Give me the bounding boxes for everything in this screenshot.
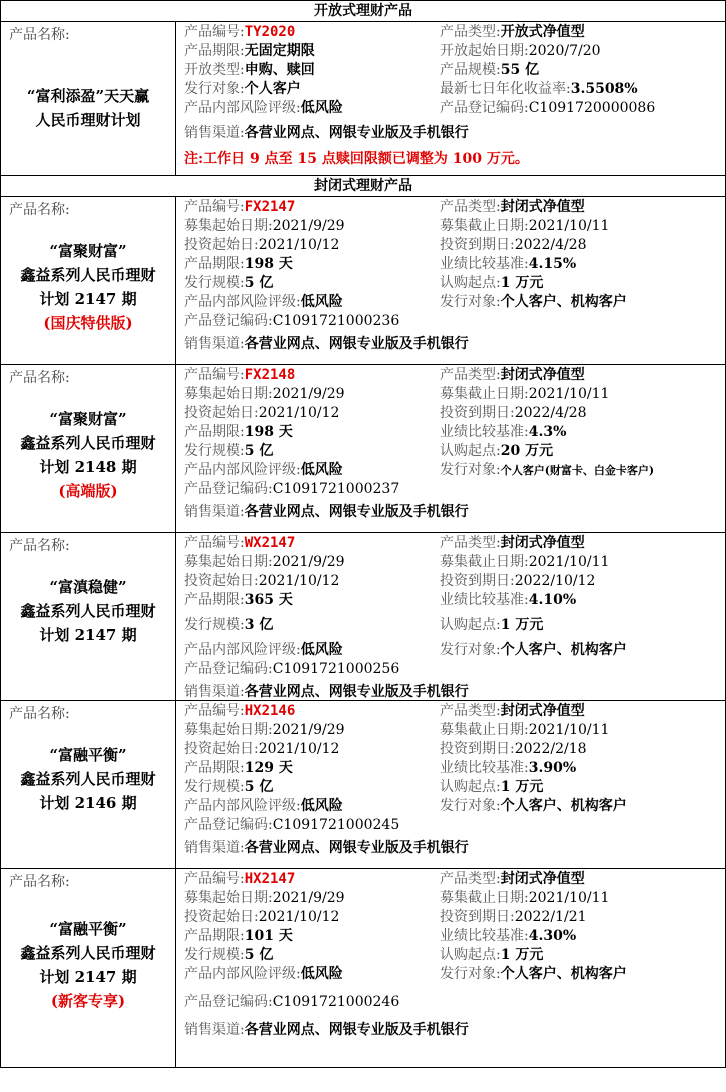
field-label: 产品类型:	[440, 703, 501, 719]
product-name	[1, 575, 175, 647]
field-value: 55 亿	[500, 62, 540, 78]
field-label: 产品登记编码:	[184, 313, 273, 329]
field-label: 认购起点:	[440, 779, 501, 795]
detail-row	[176, 42, 725, 61]
field-label: 发行对象:	[440, 462, 501, 478]
detail-row	[176, 312, 725, 331]
field-value: 2022/4/28	[514, 237, 587, 253]
field-value: 4.3%	[528, 424, 567, 440]
field-value: 开放式净值型	[500, 24, 585, 40]
field-value: C1091721000246	[272, 994, 400, 1010]
product-edition-tag: (高端版)	[58, 482, 118, 500]
field-label: 销售渠道:	[184, 684, 245, 700]
field-label: 募集起始日期:	[184, 890, 273, 906]
field-label: 产品内部风险评级:	[184, 462, 301, 478]
field-label: 业绩比较基准:	[440, 424, 529, 440]
field-value: 3.5508%	[570, 81, 638, 97]
field-label: 募集截止日期:	[440, 890, 529, 906]
field-label: 产品编号:	[184, 871, 245, 887]
closed-section-header	[1, 176, 725, 197]
field-label: 投资到期日:	[440, 237, 515, 253]
field-value: 2021/9/29	[272, 722, 345, 738]
closed-product-block	[1, 701, 725, 869]
field-label: 产品内部风险评级:	[184, 294, 301, 310]
field-label: 投资到期日:	[440, 573, 515, 589]
detail-row	[176, 293, 725, 312]
field-value: 低风险	[300, 100, 343, 116]
detail-row	[176, 889, 725, 908]
field-label: 产品内部风险评级:	[184, 100, 301, 116]
field-label: 业绩比较基准:	[440, 592, 529, 608]
product-name	[1, 407, 175, 503]
detail-row	[176, 591, 725, 610]
field-value: C1091721000236	[272, 313, 400, 329]
field-value: 低风险	[300, 966, 343, 982]
product-name-line: 计划 2147 期	[39, 968, 137, 986]
field-value: 5 亿	[244, 443, 274, 459]
detail-row	[176, 335, 725, 354]
product-name	[1, 743, 175, 815]
detail-row	[176, 572, 725, 591]
field-label: 产品期限:	[184, 256, 245, 272]
field-value: 365 天	[244, 592, 293, 608]
field-value: 20 万元	[500, 443, 554, 459]
detail-row	[176, 534, 725, 553]
field-value: 各营业网点、网银专业版及手机银行	[244, 840, 469, 856]
product-name-label: 产品名称:	[9, 370, 70, 386]
field-label: 产品编号:	[184, 199, 245, 215]
field-label: 销售渠道:	[184, 1022, 245, 1038]
field-value: 1 万元	[500, 947, 544, 963]
field-value: 4.30%	[528, 928, 577, 944]
field-value: 个人客户、机构客户	[500, 798, 627, 814]
product-code: FX2148	[244, 367, 296, 383]
open-section-title: 开放式理财产品	[314, 3, 412, 19]
detail-row	[176, 1021, 725, 1040]
field-value: C1091720000086	[528, 100, 656, 116]
field-label: 产品编号:	[184, 367, 245, 383]
detail-row	[176, 99, 725, 118]
field-value: 2021/10/11	[528, 554, 610, 570]
field-value: 个人客户、机构客户	[500, 294, 627, 310]
field-value: 5 亿	[244, 275, 274, 291]
product-name-label: 产品名称:	[9, 538, 70, 554]
product-edition-tag: (国庆特供版)	[43, 314, 133, 332]
detail-row	[176, 80, 725, 99]
product-name-cell	[1, 22, 176, 175]
field-value: 3.90%	[528, 760, 577, 776]
field-value: 2021/10/11	[528, 722, 610, 738]
field-label: 业绩比较基准:	[440, 256, 529, 272]
detail-row	[176, 423, 725, 442]
field-label: 募集截止日期:	[440, 218, 529, 234]
closed-product-block	[1, 365, 725, 533]
field-label: 募集截止日期:	[440, 722, 529, 738]
field-value: C1091721000256	[272, 661, 400, 677]
product-name	[1, 84, 175, 132]
product-name-line: “富滇稳健”	[49, 578, 127, 596]
field-value: 2021/9/29	[272, 554, 345, 570]
detail-row	[176, 683, 725, 702]
detail-row	[176, 198, 725, 217]
field-label: 募集起始日期:	[184, 722, 273, 738]
field-label: 产品编号:	[184, 703, 245, 719]
closed-product-block	[1, 869, 725, 1067]
field-label: 产品期限:	[184, 760, 245, 776]
detail-row	[176, 503, 725, 522]
field-value: 1 万元	[500, 779, 544, 795]
field-label: 发行规模:	[184, 617, 245, 633]
detail-row	[176, 721, 725, 740]
field-value: 2021/10/11	[528, 890, 610, 906]
field-label: 销售渠道:	[184, 504, 245, 520]
field-value: 1 万元	[500, 275, 544, 291]
field-label: 产品期限:	[184, 928, 245, 944]
field-value: 封闭式净值型	[500, 703, 585, 719]
product-edition-tag: (新客专享)	[50, 992, 126, 1010]
field-label: 发行规模:	[184, 275, 245, 291]
field-value: 各营业网点、网银专业版及手机银行	[244, 504, 469, 520]
product-name-cell	[1, 197, 176, 364]
field-value: 封闭式净值型	[500, 367, 585, 383]
product-name-line: 鑫益系列人民币理财	[20, 434, 156, 452]
field-value: 2020/7/20	[528, 43, 601, 59]
detail-row	[176, 965, 725, 984]
product-code: TY2020	[244, 24, 296, 40]
field-label: 发行对象:	[440, 966, 501, 982]
detail-row	[176, 759, 725, 778]
detail-row	[176, 553, 725, 572]
field-label: 产品登记编码:	[184, 817, 273, 833]
detail-row	[176, 274, 725, 293]
field-label: 产品类型:	[440, 871, 501, 887]
field-value: 2021/10/12	[258, 573, 340, 589]
field-label: 认购起点:	[440, 947, 501, 963]
detail-row	[176, 797, 725, 816]
product-name-line: 计划 2146 期	[39, 794, 137, 812]
product-name-line: “富利添盈”天天赢	[26, 87, 150, 105]
field-label: 最新七日年化收益率:	[440, 81, 571, 97]
field-label: 销售渠道:	[184, 840, 245, 856]
closed-section-title: 封闭式理财产品	[314, 178, 412, 194]
field-value: 129 天	[244, 760, 293, 776]
product-name-label: 产品名称:	[9, 874, 70, 890]
field-value: 低风险	[300, 462, 343, 478]
field-value: 封闭式净值型	[500, 535, 585, 551]
detail-row	[176, 385, 725, 404]
field-label: 产品内部风险评级:	[184, 798, 301, 814]
product-name-line: 计划 2147 期	[39, 626, 137, 644]
detail-row	[176, 816, 725, 835]
field-value: 2021/10/12	[258, 741, 340, 757]
field-value: 5 亿	[244, 779, 274, 795]
product-name-line: “富融平衡”	[49, 746, 127, 764]
field-value: 2021/10/12	[258, 405, 340, 421]
product-name-line: 鑫益系列人民币理财	[20, 266, 156, 284]
field-value: 4.15%	[528, 256, 577, 272]
field-label: 产品登记编码:	[440, 100, 529, 116]
field-label: 产品类型:	[440, 535, 501, 551]
field-label: 认购起点:	[440, 617, 501, 633]
open-section-header	[1, 1, 725, 22]
field-value: 各营业网点、网银专业版及手机银行	[244, 336, 469, 352]
product-name-cell	[1, 365, 176, 532]
field-label: 发行对象:	[184, 81, 245, 97]
field-label: 产品类型:	[440, 199, 501, 215]
field-label: 产品内部风险评级:	[184, 642, 301, 658]
field-label: 投资到期日:	[440, 741, 515, 757]
detail-row	[176, 839, 725, 858]
product-code: HX2147	[244, 871, 296, 887]
field-value: 2022/2/18	[514, 741, 587, 757]
field-value: 个人客户、机构客户	[500, 642, 627, 658]
redemption-note: 注:工作日 9 点至 15 点赎回限额已调整为 100 万元。	[184, 151, 529, 167]
detail-row	[176, 778, 725, 797]
field-label: 发行对象:	[440, 798, 501, 814]
field-label: 募集起始日期:	[184, 218, 273, 234]
field-label: 发行规模:	[184, 779, 245, 795]
detail-row	[176, 616, 725, 635]
product-code: WX2147	[244, 535, 296, 551]
field-value: 4.10%	[528, 592, 577, 608]
field-label: 产品编号:	[184, 535, 245, 551]
field-label: 产品登记编码:	[184, 481, 273, 497]
field-label: 发行对象:	[440, 642, 501, 658]
field-value: 2021/10/11	[528, 386, 610, 402]
product-code: HX2146	[244, 703, 296, 719]
field-value: 个人客户	[244, 81, 301, 97]
field-value: 3 亿	[244, 617, 274, 633]
field-label: 开放起始日期:	[440, 43, 529, 59]
field-label: 投资起始日:	[184, 237, 259, 253]
field-label: 销售渠道:	[184, 125, 245, 141]
detail-row	[176, 366, 725, 385]
detail-row	[176, 993, 725, 1012]
field-value: 2021/10/12	[258, 237, 340, 253]
product-name-line: “富融平衡”	[49, 920, 127, 938]
field-label: 认购起点:	[440, 275, 501, 291]
detail-row	[176, 217, 725, 236]
field-label: 募集起始日期:	[184, 386, 273, 402]
field-value: 无固定期限	[244, 43, 315, 59]
detail-row	[176, 124, 725, 143]
field-value: C1091721000245	[272, 817, 400, 833]
detail-row	[176, 23, 725, 42]
product-name-cell	[1, 701, 176, 868]
field-value: 198 天	[244, 424, 293, 440]
product-name-line: 鑫益系列人民币理财	[20, 944, 156, 962]
field-label: 产品类型:	[440, 367, 501, 383]
detail-row	[176, 660, 725, 679]
field-value: 个人客户(财富卡、白金卡客户)	[500, 464, 655, 477]
field-label: 认购起点:	[440, 443, 501, 459]
detail-row	[176, 740, 725, 759]
product-name-label: 产品名称:	[9, 706, 70, 722]
product-name	[1, 917, 175, 1013]
field-value: 申购、赎回	[244, 62, 315, 78]
open-product-block	[1, 22, 725, 176]
field-label: 投资起始日:	[184, 573, 259, 589]
field-value: 2022/1/21	[514, 909, 587, 925]
product-name-line: 计划 2148 期	[39, 458, 137, 476]
detail-row	[176, 61, 725, 80]
field-label: 销售渠道:	[184, 336, 245, 352]
field-label: 投资起始日:	[184, 405, 259, 421]
detail-row	[176, 236, 725, 255]
field-value: 封闭式净值型	[500, 199, 585, 215]
field-label: 发行对象:	[440, 294, 501, 310]
field-label: 产品期限:	[184, 43, 245, 59]
field-label: 业绩比较基准:	[440, 928, 529, 944]
field-label: 产品期限:	[184, 424, 245, 440]
product-name-label: 产品名称:	[9, 202, 70, 218]
detail-row	[176, 461, 725, 480]
product-name-line: 鑫益系列人民币理财	[20, 602, 156, 620]
product-name	[1, 239, 175, 335]
detail-row	[176, 255, 725, 274]
field-label: 投资起始日:	[184, 741, 259, 757]
field-label: 产品编号:	[184, 24, 245, 40]
detail-row	[176, 870, 725, 889]
field-label: 投资到期日:	[440, 405, 515, 421]
field-label: 产品内部风险评级:	[184, 966, 301, 982]
field-value: 2021/9/29	[272, 890, 345, 906]
field-label: 产品登记编码:	[184, 661, 273, 677]
field-label: 产品期限:	[184, 592, 245, 608]
field-value: 2022/10/12	[514, 573, 596, 589]
detail-row	[176, 641, 725, 660]
field-label: 产品登记编码:	[184, 994, 273, 1010]
detail-row	[176, 927, 725, 946]
field-value: 各营业网点、网银专业版及手机银行	[244, 125, 469, 141]
field-value: 101 天	[244, 928, 293, 944]
closed-product-block	[1, 533, 725, 701]
field-label: 产品规模:	[440, 62, 501, 78]
field-label: 募集截止日期:	[440, 386, 529, 402]
product-name-line: 计划 2147 期	[39, 290, 137, 308]
field-label: 募集起始日期:	[184, 554, 273, 570]
field-label: 产品类型:	[440, 24, 501, 40]
product-name-line: “富聚财富”	[49, 410, 127, 428]
field-label: 开放类型:	[184, 62, 245, 78]
product-name-label: 产品名称:	[9, 27, 70, 43]
field-value: C1091721000237	[272, 481, 400, 497]
field-label: 募集截止日期:	[440, 554, 529, 570]
detail-row	[176, 404, 725, 423]
detail-row	[176, 442, 725, 461]
field-value: 2021/10/12	[258, 909, 340, 925]
field-value: 198 天	[244, 256, 293, 272]
field-value: 低风险	[300, 798, 343, 814]
field-value: 5 亿	[244, 947, 274, 963]
product-name-cell	[1, 533, 176, 700]
field-label: 发行规模:	[184, 443, 245, 459]
field-value: 2021/9/29	[272, 218, 345, 234]
detail-row	[176, 480, 725, 499]
product-name-cell	[1, 869, 176, 1067]
field-value: 1 万元	[500, 617, 544, 633]
field-value: 封闭式净值型	[500, 871, 585, 887]
product-name-line: “富聚财富”	[49, 242, 127, 260]
field-value: 各营业网点、网银专业版及手机银行	[244, 1022, 469, 1038]
field-value: 2021/10/11	[528, 218, 610, 234]
field-value: 低风险	[300, 294, 343, 310]
field-label: 投资起始日:	[184, 909, 259, 925]
product-name-line: 鑫益系列人民币理财	[20, 770, 156, 788]
field-label: 发行规模:	[184, 947, 245, 963]
field-value: 低风险	[300, 642, 343, 658]
closed-product-block	[1, 197, 725, 365]
field-value: 2022/4/28	[514, 405, 587, 421]
field-label: 投资到期日:	[440, 909, 515, 925]
detail-row	[176, 946, 725, 965]
detail-row	[176, 702, 725, 721]
field-value: 各营业网点、网银专业版及手机银行	[244, 684, 469, 700]
field-value: 2021/9/29	[272, 386, 345, 402]
product-name-line: 人民币理财计划	[35, 111, 141, 129]
detail-row	[176, 908, 725, 927]
detail-row	[176, 150, 725, 169]
product-code: FX2147	[244, 199, 296, 215]
field-value: 个人客户、机构客户	[500, 966, 627, 982]
field-label: 业绩比较基准:	[440, 760, 529, 776]
